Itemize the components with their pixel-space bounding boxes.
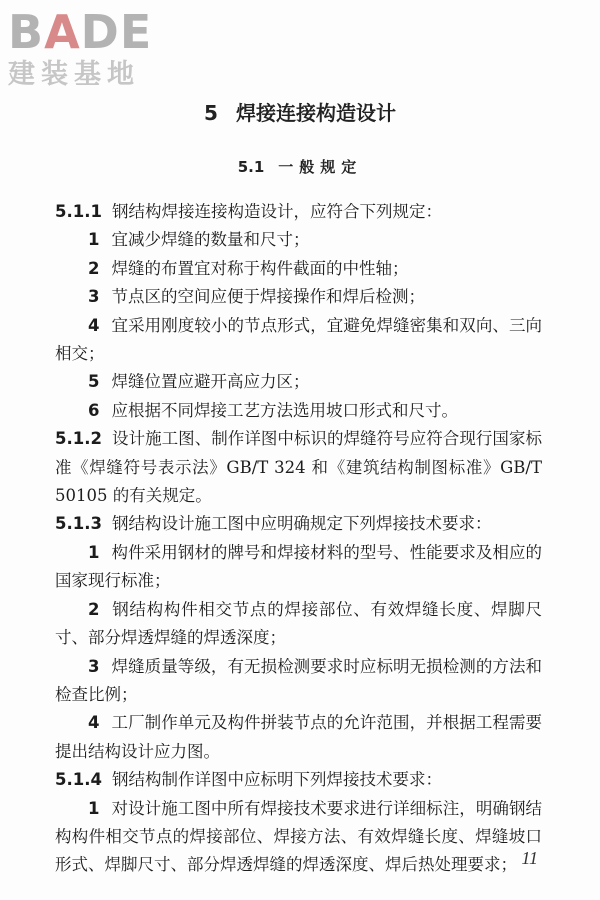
clause-item [55, 795, 542, 880]
item-number: 5 [88, 372, 100, 392]
clause-text: 钢结构焊接连接构造设计，应符合下列规定： [111, 202, 442, 221]
item-text: 焊缝的布置宜对称于构件截面的中性轴； [111, 258, 409, 278]
item-text: 构件采用钢材的牌号和焊接材料的型号、性能要求及相应的国家现行标准； [55, 542, 542, 591]
clause-text: 钢结构制作详图中应标明下列焊接技术要求： [111, 770, 442, 790]
logo-brand: BADE [8, 5, 153, 59]
clause-item [55, 226, 542, 254]
logo-subtitle: 建装基地 [8, 59, 140, 90]
clause-paragraph [55, 510, 542, 538]
page-number: 11 [521, 848, 538, 868]
clause-item [55, 283, 542, 311]
item-number: 2 [88, 599, 100, 619]
item-number: 3 [88, 656, 100, 676]
item-text: 钢结构构件相交节点的焊接部位、有效焊缝长度、焊脚尺寸、部分焊透焊缝的焊透深度； [55, 599, 542, 648]
item-number: 3 [88, 287, 100, 307]
clause-item [55, 653, 542, 710]
clause-item [55, 312, 542, 369]
section-title: 一般规定 [278, 158, 363, 176]
clause-item [55, 539, 542, 596]
chapter-heading [0, 98, 600, 128]
clause-body [55, 198, 542, 880]
item-text: 宜减少焊缝的数量和尺寸； [111, 230, 310, 250]
clause-item [55, 596, 542, 653]
chapter-title: 焊接连接构造设计 [235, 101, 396, 125]
clause-item [55, 368, 542, 396]
clause-item [55, 255, 542, 283]
clause-item [55, 709, 542, 766]
item-number: 6 [88, 400, 100, 420]
clause-item [55, 397, 542, 425]
item-number: 1 [88, 798, 100, 818]
clause-paragraph [55, 766, 542, 794]
item-number: 2 [88, 258, 100, 278]
clause-number: 5.1.3 [55, 514, 102, 534]
bade-watermark-logo [8, 6, 178, 92]
section-number: 5.1 [237, 158, 265, 176]
item-text: 工厂制作单元及构件拼装节点的允许范围，并根据工程需要提出结构设计应力图。 [55, 713, 542, 761]
chapter-number: 5 [204, 101, 218, 125]
item-text: 对设计施工图中所有焊接技术要求进行详细标注，明确钢结构构件相交节点的焊接部位、焊接方法、有效焊缝长度、焊缝坡口形式、焊脚尺寸、部分焊透焊缝的焊透深度、焊后热处理要求； [55, 798, 542, 875]
item-text: 节点区的空间应便于焊接操作和焊后检测； [111, 287, 425, 307]
section-heading [0, 155, 600, 179]
clause-number: 5.1.4 [55, 770, 102, 790]
item-text: 焊缝位置应避开高应力区； [111, 372, 310, 392]
clause-number: 5.1.1 [55, 202, 102, 221]
clause-text: 钢结构设计施工图中应明确规定下列焊接技术要求： [111, 514, 492, 534]
item-number: 1 [88, 230, 100, 250]
item-text: 应根据不同焊接工艺方法选用坡口形式和尺寸。 [111, 400, 458, 420]
clause-paragraph [55, 425, 542, 510]
item-text: 宜采用刚度较小的节点形式，宜避免焊缝密集和双向、三向相交； [55, 315, 542, 364]
item-text: 焊缝质量等级，有无损检测要求时应标明无损检测的方法和检查比例； [55, 656, 542, 704]
clause-text: 设计施工图、制作详图中标识的焊缝符号应符合现行国家标准《焊缝符号表示法》GB/T 324 和《建筑结构制图标准》GB/T 50105 的有关规定。 [55, 429, 542, 506]
clause-number: 5.1.2 [55, 429, 102, 449]
item-number: 4 [88, 713, 100, 733]
clause-paragraph [55, 198, 542, 226]
item-number: 1 [88, 542, 100, 562]
item-number: 4 [88, 315, 100, 335]
